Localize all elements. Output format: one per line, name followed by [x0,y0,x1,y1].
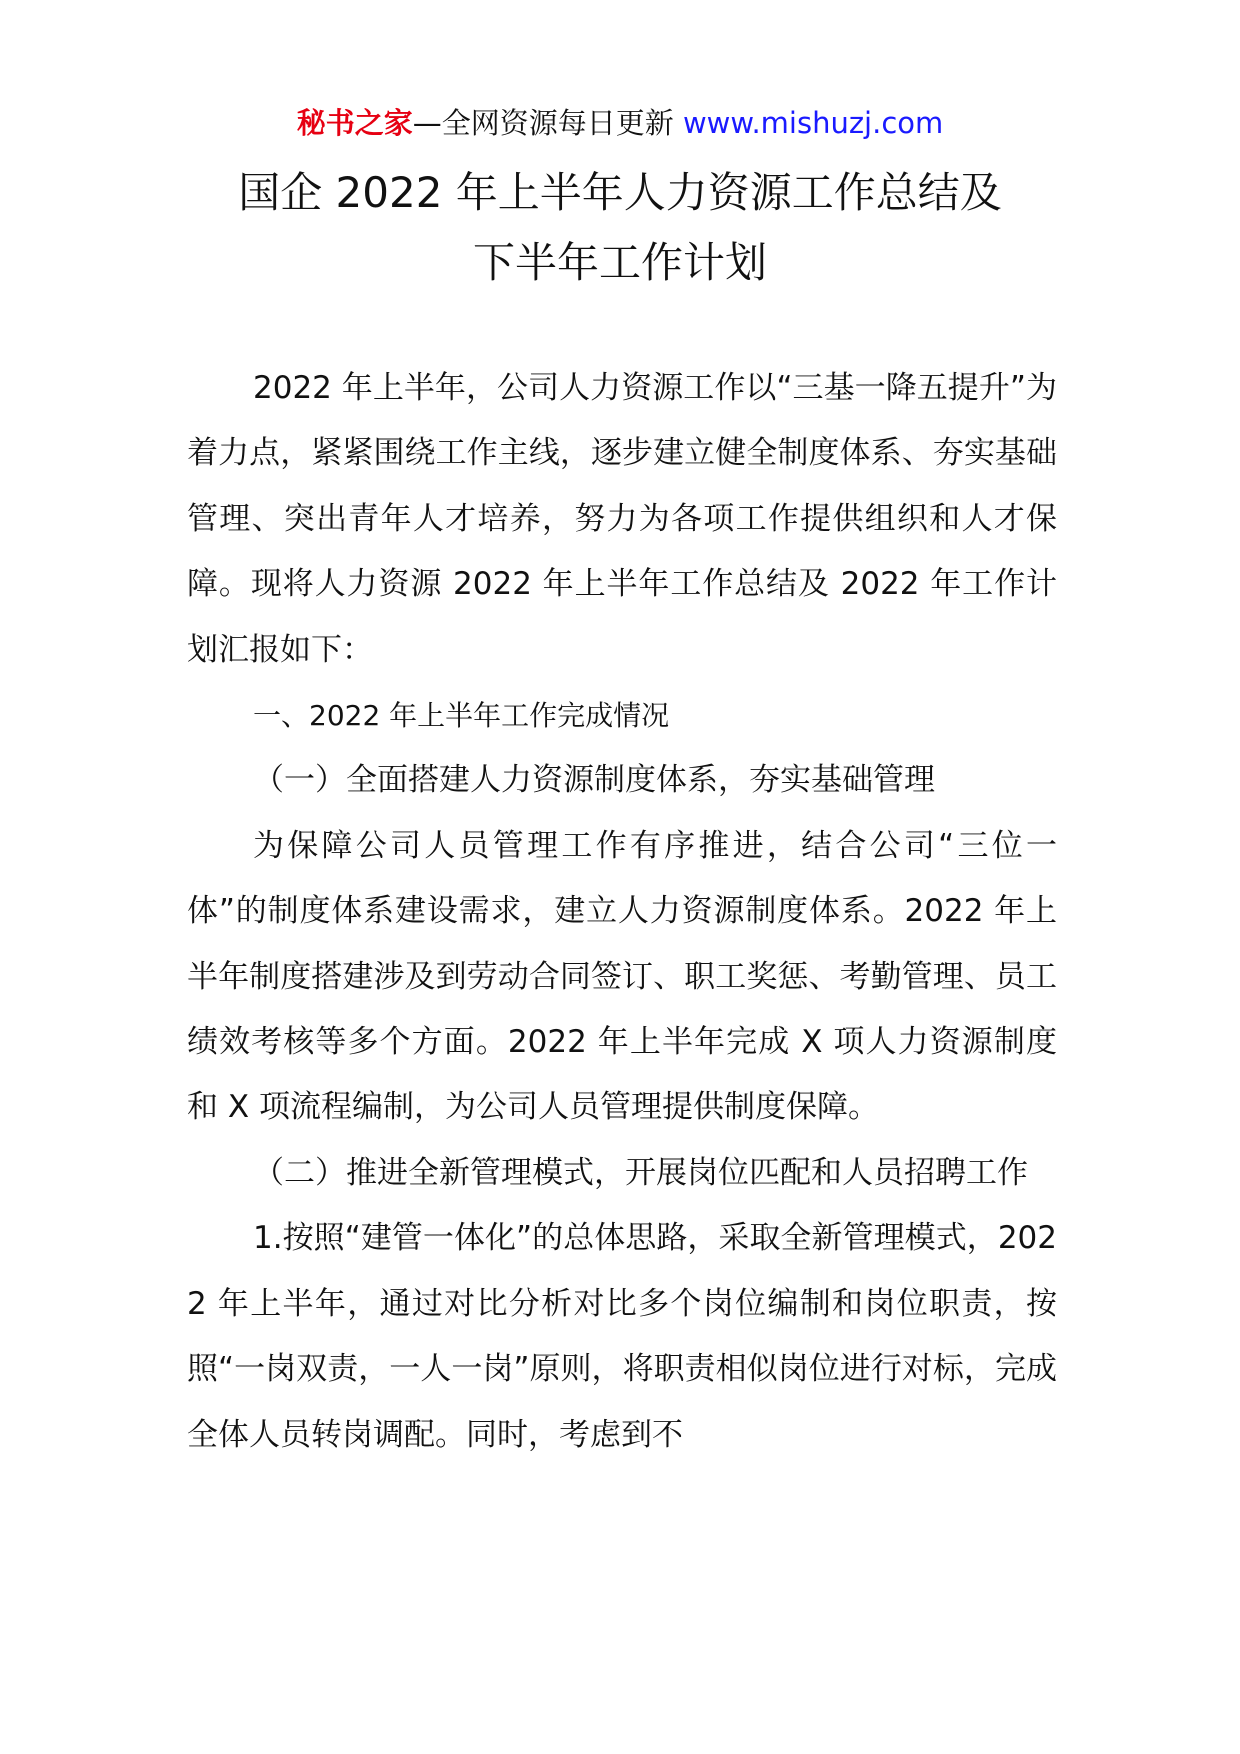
document-title-line-1: 国企 2022 年上半年人力资源工作总结及 [238,168,1002,217]
intro-paragraph: 2022 年上半年，公司人力资源工作以“三基一降五提升”为着力点，紧紧围绕工作主线，逐步建立健全制度体系、夯实基础管理、突出青年人才培养，努力为各项工作提供组织和人才保障。现将人力资源 2022 年上半年工作总结及 2022 年工作计划汇报如下： [187,370,1057,668]
section-heading: 一、2022 年上半年工作完成情况 [253,699,670,733]
site-url-link[interactable]: www.mishuzj.com [682,106,944,140]
list-item-paragraph: 1.按照“建管一体化”的总体思路，采取全新管理模式，2022 年上半年，通过对比分析对比多个岗位编制和岗位职责，按照“一岗双责，一人一岗”原则，将职责相似岗位进行对标，完成全体人员转岗调配。同时，考虑到不 [187,1220,1057,1453]
subsection-heading: （一）全面搭建人力资源制度体系，夯实基础管理 [253,762,935,799]
subsection-paragraph: 为保障公司人员管理工作有序推进，结合公司“三位一体”的制度体系建设需求，建立人力资源制度体系。2022 年上半年制度搭建涉及到劳动合同签订、职工奖惩、考勤管理、员工绩效考核等多个方面。2022 年上半年完成 X 项人力资源制度和 X 项流程编制，为公司人员管理提供制度保障。 [187,827,1057,1126]
subsection-heading: （二）推进全新管理模式，开展岗位匹配和人员招聘工作 [253,1154,1028,1191]
site-header [0,103,1240,143]
brand-name: 秘书之家 [296,106,413,140]
document-body [187,356,1057,1468]
header-slogan: —全网资源每日更新 [412,106,674,140]
document-title-line-2: 下半年工作计划 [472,238,767,287]
